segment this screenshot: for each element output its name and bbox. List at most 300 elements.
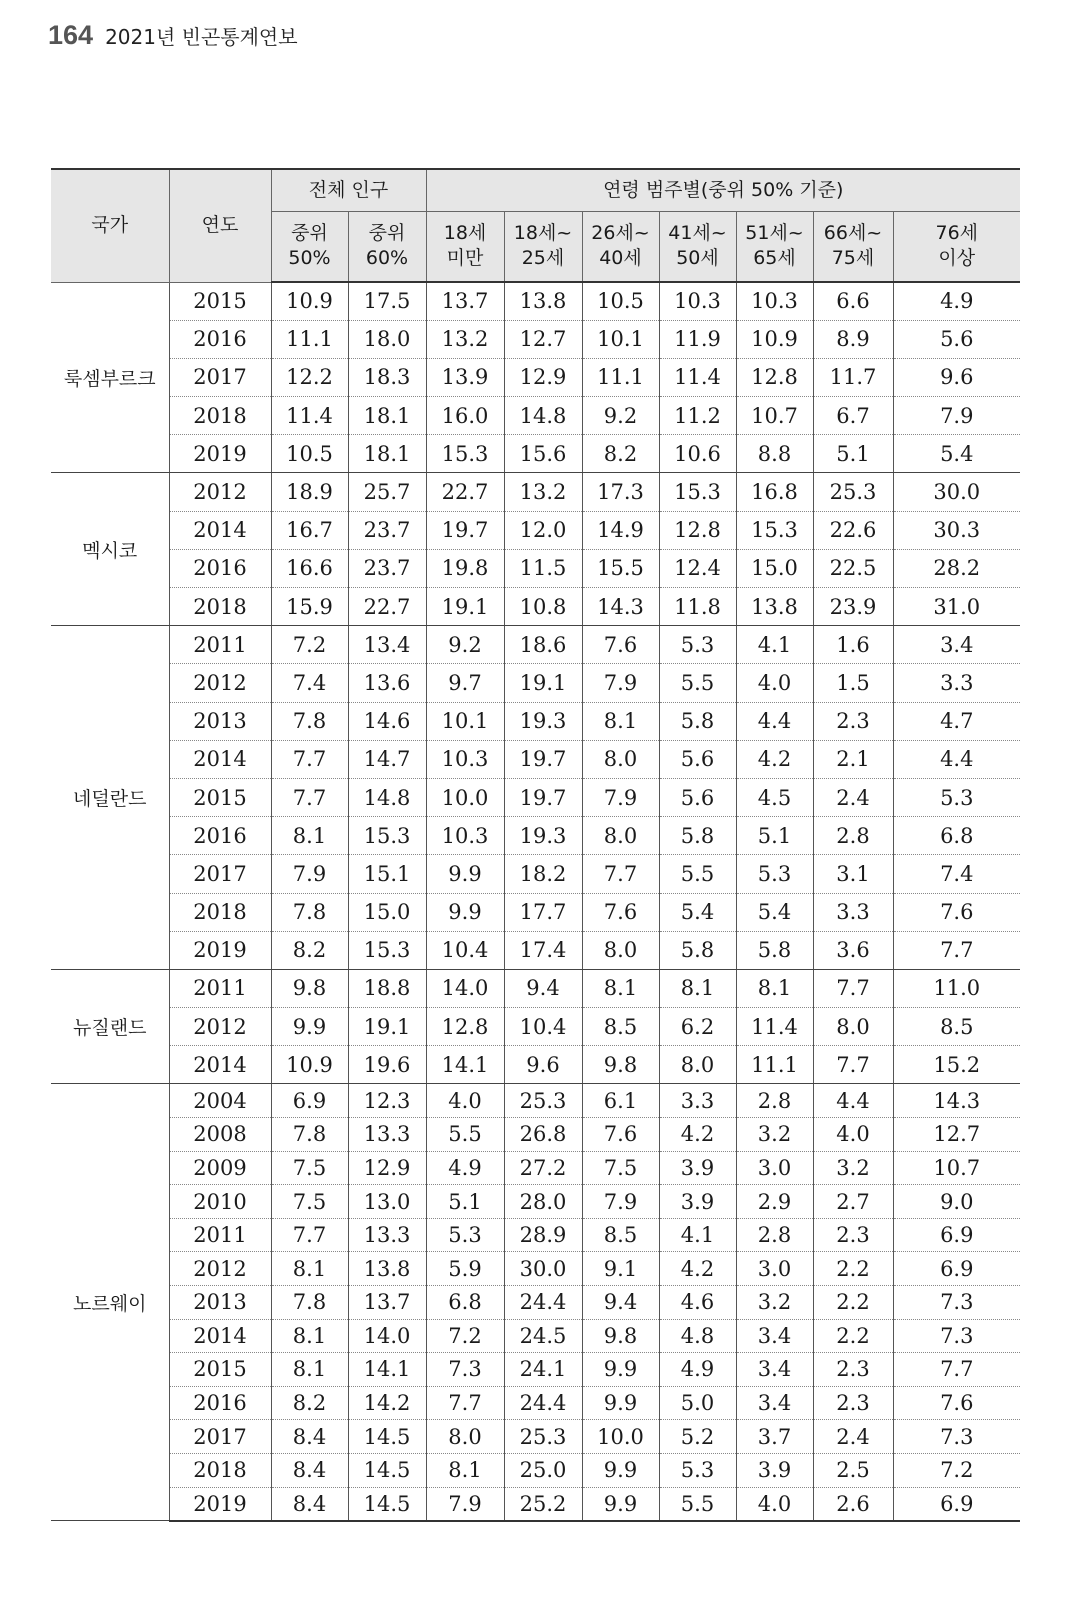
value-cell: 10.3 <box>659 282 736 320</box>
value-cell: 3.0 <box>736 1151 813 1185</box>
value-cell: 10.7 <box>893 1151 1020 1185</box>
value-cell: 3.4 <box>736 1386 813 1420</box>
value-cell: 4.0 <box>426 1084 504 1118</box>
value-cell: 13.6 <box>348 664 426 702</box>
value-cell: 4.2 <box>659 1252 736 1286</box>
value-cell: 19.1 <box>426 588 504 626</box>
subheader-label: 중위 60% <box>365 222 409 270</box>
table-row <box>51 969 1020 1007</box>
value-cell: 15.3 <box>348 817 426 855</box>
value-cell: 9.9 <box>582 1386 659 1420</box>
value-cell: 4.9 <box>659 1353 736 1387</box>
value-cell: 4.2 <box>736 740 813 778</box>
table-row <box>51 893 1020 931</box>
table-row <box>51 626 1020 664</box>
value-cell: 8.1 <box>659 969 736 1007</box>
value-cell: 3.4 <box>736 1353 813 1387</box>
value-cell: 7.3 <box>893 1319 1020 1353</box>
value-cell: 8.5 <box>893 1008 1020 1046</box>
value-cell: 14.5 <box>348 1420 426 1454</box>
value-cell: 2.2 <box>813 1286 893 1320</box>
value-cell: 16.8 <box>736 473 813 511</box>
subheader-label: 51세~ 65세 <box>745 222 804 270</box>
value-cell: 15.3 <box>348 931 426 969</box>
value-cell: 7.2 <box>271 626 348 664</box>
value-cell: 10.1 <box>426 702 504 740</box>
subheader-4 <box>582 211 659 282</box>
subheader-label: 중위 50% <box>288 222 331 270</box>
value-cell: 23.9 <box>813 588 893 626</box>
subheader-2 <box>426 211 504 282</box>
year-cell: 2019 <box>169 1487 271 1521</box>
year-cell: 2018 <box>169 397 271 435</box>
value-cell: 19.8 <box>426 549 504 587</box>
value-cell: 9.0 <box>893 1185 1020 1219</box>
value-cell: 12.2 <box>271 358 348 396</box>
value-cell: 2.6 <box>813 1487 893 1521</box>
value-cell: 12.7 <box>893 1118 1020 1152</box>
value-cell: 10.4 <box>426 931 504 969</box>
value-cell: 28.0 <box>504 1185 582 1219</box>
value-cell: 5.1 <box>736 817 813 855</box>
value-cell: 10.5 <box>271 435 348 473</box>
table-row <box>51 778 1020 816</box>
value-cell: 5.3 <box>659 1453 736 1487</box>
value-cell: 8.2 <box>271 931 348 969</box>
value-cell: 6.9 <box>893 1487 1020 1521</box>
year-cell: 2013 <box>169 1286 271 1320</box>
value-cell: 19.7 <box>426 511 504 549</box>
year-cell: 2019 <box>169 931 271 969</box>
value-cell: 3.1 <box>813 855 893 893</box>
value-cell: 7.3 <box>426 1353 504 1387</box>
value-cell: 11.7 <box>813 358 893 396</box>
year-cell: 2018 <box>169 588 271 626</box>
value-cell: 4.0 <box>813 1118 893 1152</box>
table-row <box>51 588 1020 626</box>
value-cell: 13.4 <box>348 626 426 664</box>
value-cell: 2.4 <box>813 778 893 816</box>
value-cell: 8.1 <box>582 969 659 1007</box>
value-cell: 4.4 <box>893 740 1020 778</box>
value-cell: 7.5 <box>271 1185 348 1219</box>
value-cell: 10.8 <box>504 588 582 626</box>
value-cell: 3.3 <box>813 893 893 931</box>
value-cell: 7.7 <box>271 740 348 778</box>
table-row <box>51 1252 1020 1286</box>
table-row <box>51 1185 1020 1219</box>
value-cell: 8.8 <box>736 435 813 473</box>
value-cell: 7.9 <box>271 855 348 893</box>
value-cell: 2.1 <box>813 740 893 778</box>
value-cell: 25.3 <box>504 1084 582 1118</box>
value-cell: 14.9 <box>582 511 659 549</box>
year-cell: 2004 <box>169 1084 271 1118</box>
value-cell: 8.0 <box>813 1008 893 1046</box>
value-cell: 5.0 <box>659 1386 736 1420</box>
value-cell: 9.6 <box>504 1046 582 1084</box>
subheader-1 <box>348 211 426 282</box>
value-cell: 23.7 <box>348 549 426 587</box>
header-country: 국가 <box>51 169 169 282</box>
value-cell: 11.4 <box>659 358 736 396</box>
value-cell: 15.3 <box>659 473 736 511</box>
year-cell: 2017 <box>169 855 271 893</box>
value-cell: 14.5 <box>348 1487 426 1521</box>
year-cell: 2017 <box>169 1420 271 1454</box>
value-cell: 14.2 <box>348 1386 426 1420</box>
value-cell: 7.5 <box>271 1151 348 1185</box>
year-cell: 2016 <box>169 817 271 855</box>
value-cell: 7.7 <box>582 855 659 893</box>
value-cell: 13.2 <box>426 320 504 358</box>
value-cell: 7.8 <box>271 1286 348 1320</box>
value-cell: 25.2 <box>504 1487 582 1521</box>
value-cell: 7.6 <box>582 1118 659 1152</box>
value-cell: 8.2 <box>271 1386 348 1420</box>
value-cell: 5.9 <box>426 1252 504 1286</box>
year-cell: 2014 <box>169 511 271 549</box>
year-cell: 2015 <box>169 778 271 816</box>
year-cell: 2010 <box>169 1185 271 1219</box>
year-cell: 2019 <box>169 435 271 473</box>
value-cell: 19.3 <box>504 817 582 855</box>
table-row <box>51 1008 1020 1046</box>
value-cell: 10.9 <box>736 320 813 358</box>
value-cell: 7.9 <box>582 1185 659 1219</box>
value-cell: 13.3 <box>348 1118 426 1152</box>
value-cell: 22.5 <box>813 549 893 587</box>
table-row <box>51 358 1020 396</box>
value-cell: 8.1 <box>271 817 348 855</box>
value-cell: 9.8 <box>582 1319 659 1353</box>
value-cell: 7.9 <box>426 1487 504 1521</box>
value-cell: 9.2 <box>426 626 504 664</box>
value-cell: 2.9 <box>736 1185 813 1219</box>
value-cell: 4.7 <box>893 702 1020 740</box>
value-cell: 7.6 <box>893 893 1020 931</box>
value-cell: 15.6 <box>504 435 582 473</box>
value-cell: 11.9 <box>659 320 736 358</box>
value-cell: 12.9 <box>348 1151 426 1185</box>
value-cell: 5.3 <box>659 626 736 664</box>
value-cell: 19.6 <box>348 1046 426 1084</box>
value-cell: 4.6 <box>659 1286 736 1320</box>
value-cell: 10.4 <box>504 1008 582 1046</box>
value-cell: 6.2 <box>659 1008 736 1046</box>
value-cell: 28.9 <box>504 1218 582 1252</box>
value-cell: 9.2 <box>582 397 659 435</box>
value-cell: 14.1 <box>348 1353 426 1387</box>
value-cell: 18.6 <box>504 626 582 664</box>
year-cell: 2016 <box>169 1386 271 1420</box>
value-cell: 8.1 <box>271 1319 348 1353</box>
value-cell: 4.0 <box>736 1487 813 1521</box>
table-row <box>51 1218 1020 1252</box>
value-cell: 12.9 <box>504 358 582 396</box>
value-cell: 5.6 <box>659 778 736 816</box>
year-cell: 2016 <box>169 549 271 587</box>
value-cell: 8.0 <box>582 740 659 778</box>
value-cell: 30.3 <box>893 511 1020 549</box>
page-number: 164 <box>48 20 94 50</box>
subheader-label: 41세~ 50세 <box>668 222 727 270</box>
value-cell: 18.1 <box>348 397 426 435</box>
value-cell: 12.8 <box>426 1008 504 1046</box>
subheader-7 <box>813 211 893 282</box>
value-cell: 9.9 <box>582 1353 659 1387</box>
value-cell: 9.1 <box>582 1252 659 1286</box>
value-cell: 7.6 <box>893 1386 1020 1420</box>
value-cell: 14.1 <box>426 1046 504 1084</box>
value-cell: 7.4 <box>271 664 348 702</box>
value-cell: 8.1 <box>271 1252 348 1286</box>
value-cell: 7.2 <box>426 1319 504 1353</box>
value-cell: 16.7 <box>271 511 348 549</box>
table-row <box>51 511 1020 549</box>
value-cell: 22.6 <box>813 511 893 549</box>
value-cell: 18.0 <box>348 320 426 358</box>
value-cell: 13.8 <box>348 1252 426 1286</box>
value-cell: 5.8 <box>736 931 813 969</box>
value-cell: 31.0 <box>893 588 1020 626</box>
value-cell: 7.7 <box>813 1046 893 1084</box>
value-cell: 25.0 <box>504 1453 582 1487</box>
year-cell: 2015 <box>169 282 271 320</box>
subheader-3 <box>504 211 582 282</box>
value-cell: 14.3 <box>893 1084 1020 1118</box>
year-cell: 2015 <box>169 1353 271 1387</box>
value-cell: 10.1 <box>582 320 659 358</box>
value-cell: 19.1 <box>504 664 582 702</box>
value-cell: 8.0 <box>582 931 659 969</box>
subheader-6 <box>736 211 813 282</box>
value-cell: 8.5 <box>582 1008 659 1046</box>
value-cell: 11.0 <box>893 969 1020 1007</box>
table-row <box>51 817 1020 855</box>
header-year: 연도 <box>169 169 271 282</box>
value-cell: 5.1 <box>426 1185 504 1219</box>
value-cell: 7.3 <box>893 1286 1020 1320</box>
value-cell: 3.0 <box>736 1252 813 1286</box>
table-row <box>51 1453 1020 1487</box>
value-cell: 2.7 <box>813 1185 893 1219</box>
value-cell: 10.0 <box>426 778 504 816</box>
value-cell: 30.0 <box>893 473 1020 511</box>
value-cell: 12.3 <box>348 1084 426 1118</box>
table-body <box>51 282 1020 1521</box>
value-cell: 4.4 <box>813 1084 893 1118</box>
value-cell: 4.2 <box>659 1118 736 1152</box>
value-cell: 7.8 <box>271 893 348 931</box>
value-cell: 19.3 <box>504 702 582 740</box>
year-cell: 2014 <box>169 740 271 778</box>
value-cell: 8.0 <box>426 1420 504 1454</box>
value-cell: 18.2 <box>504 855 582 893</box>
value-cell: 13.7 <box>348 1286 426 1320</box>
value-cell: 6.7 <box>813 397 893 435</box>
value-cell: 2.5 <box>813 1453 893 1487</box>
value-cell: 7.5 <box>582 1151 659 1185</box>
value-cell: 5.8 <box>659 702 736 740</box>
subheader-label: 18세 미만 <box>443 222 487 270</box>
value-cell: 2.3 <box>813 1218 893 1252</box>
value-cell: 18.1 <box>348 435 426 473</box>
year-cell: 2008 <box>169 1118 271 1152</box>
value-cell: 14.5 <box>348 1453 426 1487</box>
year-cell: 2013 <box>169 702 271 740</box>
value-cell: 5.6 <box>659 740 736 778</box>
value-cell: 7.9 <box>893 397 1020 435</box>
value-cell: 3.9 <box>736 1453 813 1487</box>
value-cell: 4.5 <box>736 778 813 816</box>
value-cell: 25.3 <box>813 473 893 511</box>
value-cell: 12.7 <box>504 320 582 358</box>
value-cell: 7.7 <box>813 969 893 1007</box>
value-cell: 7.3 <box>893 1420 1020 1454</box>
value-cell: 16.6 <box>271 549 348 587</box>
value-cell: 4.9 <box>893 282 1020 320</box>
value-cell: 13.8 <box>504 282 582 320</box>
value-cell: 24.1 <box>504 1353 582 1387</box>
value-cell: 23.7 <box>348 511 426 549</box>
value-cell: 13.3 <box>348 1218 426 1252</box>
value-cell: 11.8 <box>659 588 736 626</box>
value-cell: 11.4 <box>271 397 348 435</box>
value-cell: 13.8 <box>736 588 813 626</box>
value-cell: 2.2 <box>813 1319 893 1353</box>
value-cell: 3.3 <box>659 1084 736 1118</box>
year-cell: 2011 <box>169 1218 271 1252</box>
value-cell: 11.5 <box>504 549 582 587</box>
value-cell: 14.8 <box>504 397 582 435</box>
value-cell: 9.8 <box>582 1046 659 1084</box>
value-cell: 14.0 <box>426 969 504 1007</box>
value-cell: 2.2 <box>813 1252 893 1286</box>
value-cell: 6.9 <box>893 1218 1020 1252</box>
value-cell: 4.9 <box>426 1151 504 1185</box>
value-cell: 8.1 <box>736 969 813 1007</box>
value-cell: 8.5 <box>582 1218 659 1252</box>
value-cell: 3.2 <box>736 1118 813 1152</box>
table-row <box>51 397 1020 435</box>
value-cell: 19.7 <box>504 740 582 778</box>
value-cell: 7.7 <box>271 1218 348 1252</box>
value-cell: 14.6 <box>348 702 426 740</box>
subheader-label: 18세~ 25세 <box>513 222 573 270</box>
value-cell: 13.0 <box>348 1185 426 1219</box>
value-cell: 10.3 <box>426 740 504 778</box>
value-cell: 12.4 <box>659 549 736 587</box>
value-cell: 3.4 <box>736 1319 813 1353</box>
table-row <box>51 1118 1020 1152</box>
value-cell: 7.7 <box>893 931 1020 969</box>
value-cell: 18.3 <box>348 358 426 396</box>
value-cell: 19.1 <box>348 1008 426 1046</box>
table-row <box>51 702 1020 740</box>
value-cell: 15.5 <box>582 549 659 587</box>
value-cell: 10.6 <box>659 435 736 473</box>
value-cell: 15.2 <box>893 1046 1020 1084</box>
table-row <box>51 549 1020 587</box>
value-cell: 10.0 <box>582 1420 659 1454</box>
value-cell: 7.7 <box>271 778 348 816</box>
year-cell: 2009 <box>169 1151 271 1185</box>
value-cell: 2.8 <box>736 1218 813 1252</box>
value-cell: 5.6 <box>893 320 1020 358</box>
value-cell: 8.0 <box>582 817 659 855</box>
value-cell: 4.4 <box>736 702 813 740</box>
year-cell: 2012 <box>169 1252 271 1286</box>
value-cell: 7.4 <box>893 855 1020 893</box>
table-row <box>51 435 1020 473</box>
value-cell: 9.9 <box>582 1487 659 1521</box>
value-cell: 11.2 <box>659 397 736 435</box>
value-cell: 8.9 <box>813 320 893 358</box>
value-cell: 10.3 <box>426 817 504 855</box>
value-cell: 3.2 <box>813 1151 893 1185</box>
value-cell: 3.7 <box>736 1420 813 1454</box>
value-cell: 10.9 <box>271 1046 348 1084</box>
value-cell: 24.4 <box>504 1386 582 1420</box>
year-cell: 2014 <box>169 1319 271 1353</box>
value-cell: 14.3 <box>582 588 659 626</box>
country-name: 뉴질랜드 <box>51 969 169 1084</box>
value-cell: 1.5 <box>813 664 893 702</box>
value-cell: 17.5 <box>348 282 426 320</box>
value-cell: 2.4 <box>813 1420 893 1454</box>
value-cell: 15.1 <box>348 855 426 893</box>
value-cell: 7.9 <box>582 664 659 702</box>
value-cell: 22.7 <box>426 473 504 511</box>
value-cell: 2.8 <box>813 817 893 855</box>
value-cell: 4.1 <box>659 1218 736 1252</box>
value-cell: 8.1 <box>582 702 659 740</box>
value-cell: 3.4 <box>893 626 1020 664</box>
table-row <box>51 320 1020 358</box>
year-cell: 2018 <box>169 893 271 931</box>
value-cell: 8.0 <box>659 1046 736 1084</box>
value-cell: 5.4 <box>736 893 813 931</box>
value-cell: 8.1 <box>271 1353 348 1387</box>
value-cell: 3.6 <box>813 931 893 969</box>
value-cell: 6.9 <box>893 1252 1020 1286</box>
value-cell: 5.1 <box>813 435 893 473</box>
value-cell: 5.5 <box>426 1118 504 1152</box>
value-cell: 19.7 <box>504 778 582 816</box>
value-cell: 5.5 <box>659 855 736 893</box>
value-cell: 7.6 <box>582 626 659 664</box>
value-cell: 11.1 <box>582 358 659 396</box>
value-cell: 26.8 <box>504 1118 582 1152</box>
subheader-label: 66세~ 75세 <box>823 222 883 270</box>
value-cell: 11.4 <box>736 1008 813 1046</box>
value-cell: 8.2 <box>582 435 659 473</box>
value-cell: 4.8 <box>659 1319 736 1353</box>
value-cell: 27.2 <box>504 1151 582 1185</box>
table-row <box>51 1420 1020 1454</box>
value-cell: 9.7 <box>426 664 504 702</box>
table-row <box>51 855 1020 893</box>
table-row <box>51 1353 1020 1387</box>
value-cell: 12.8 <box>659 511 736 549</box>
value-cell: 9.9 <box>271 1008 348 1046</box>
value-cell: 12.0 <box>504 511 582 549</box>
value-cell: 6.8 <box>893 817 1020 855</box>
value-cell: 9.9 <box>582 1453 659 1487</box>
value-cell: 8.4 <box>271 1420 348 1454</box>
table-row <box>51 1046 1020 1084</box>
